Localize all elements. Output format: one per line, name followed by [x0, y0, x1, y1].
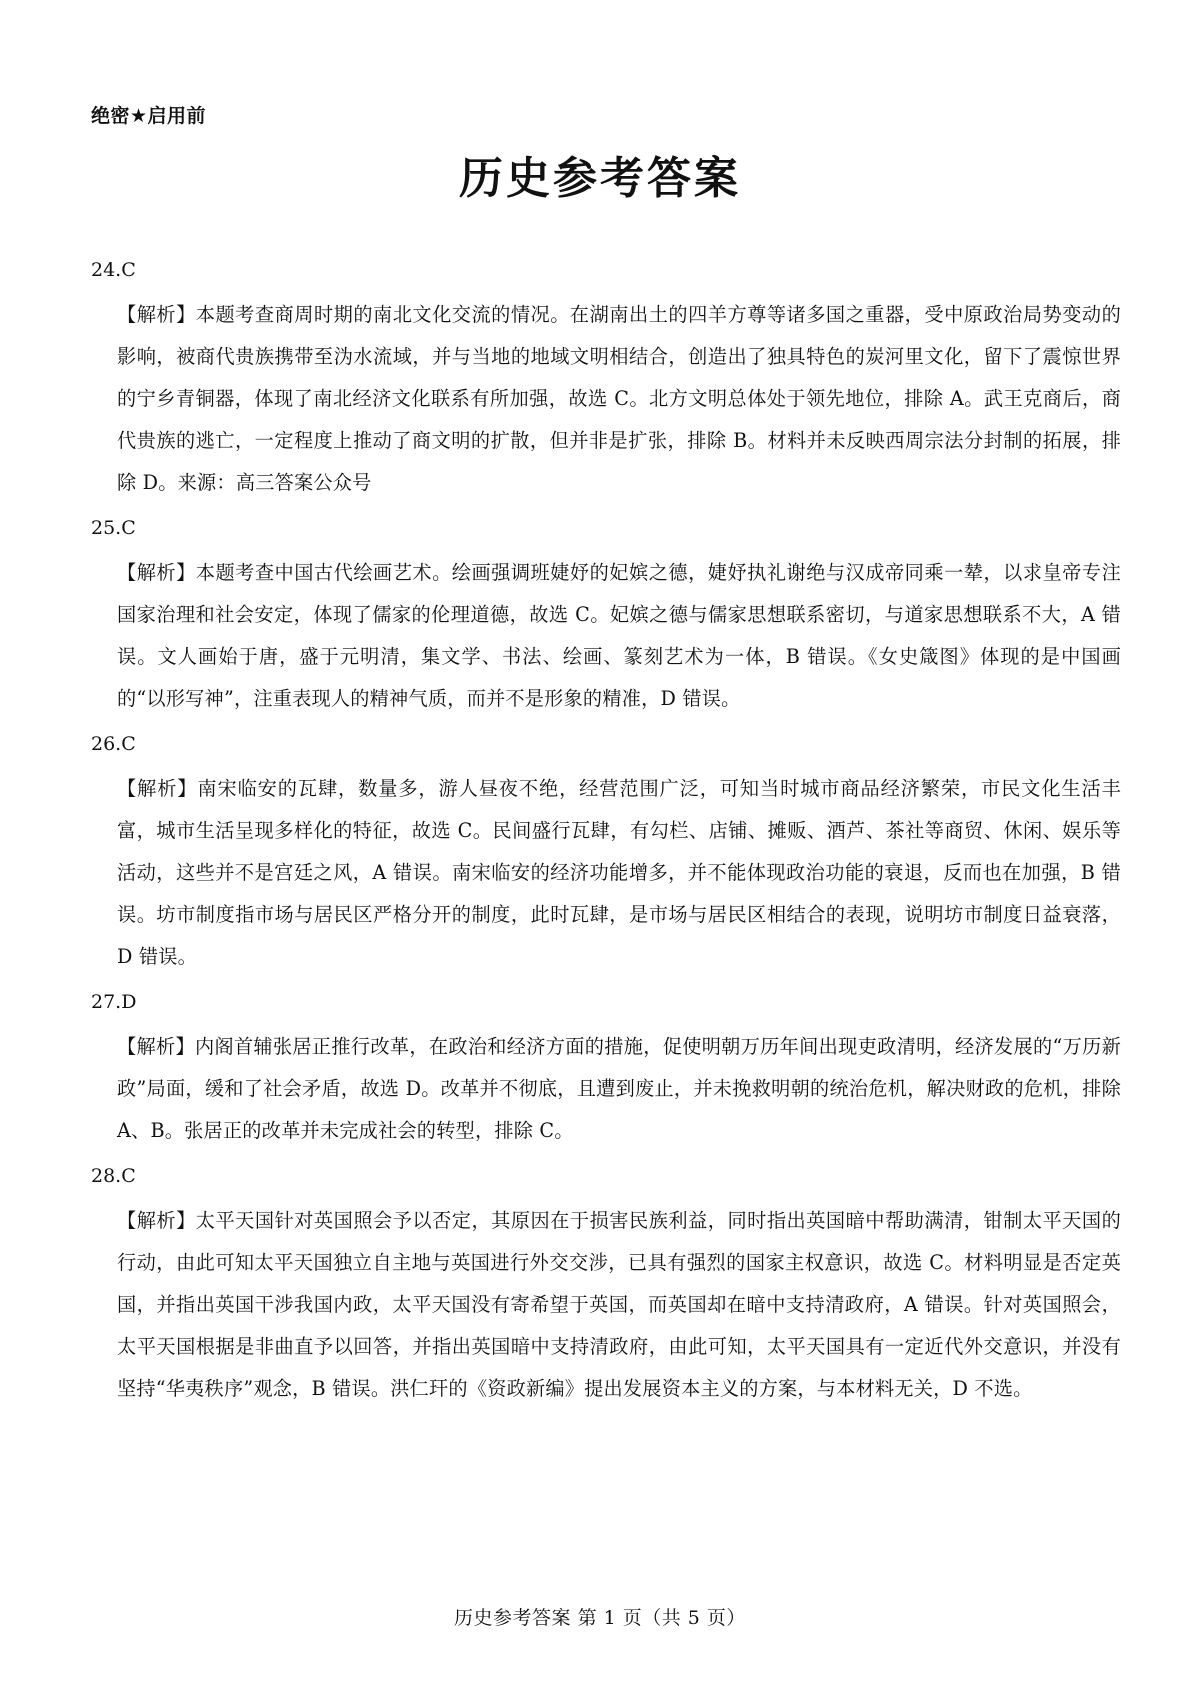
answer-explanation [117, 1026, 1121, 1152]
answer-item [91, 516, 1121, 720]
answer-explanation [117, 552, 1121, 720]
explanation-tag: 【解析】 [117, 1035, 195, 1058]
answer-explanation [117, 1200, 1121, 1410]
question-number: 27.D [91, 991, 137, 1013]
question-number: 24.C [91, 259, 136, 281]
question-number: 25.C [91, 517, 136, 539]
explanation-tag: 【解析】 [117, 1209, 196, 1232]
answer-explanation [117, 768, 1121, 978]
explanation-tag: 【解析】 [117, 303, 196, 326]
answer-explanation [117, 294, 1121, 504]
answer-item [91, 258, 1121, 504]
question-number: 26.C [91, 733, 136, 755]
explanation-text: 内阁首辅张居正推行改革，在政治和经济方面的措施，促使明朝万历年间出现吏政清明，经济发展的“万历新政”局面，缓和了社会矛盾，故选 D。改革并不彻底，且遭到废止，并未挽救明朝的统治危机，解决财政的危机，排除 A、B。张居正的改革并未完成社会的转型，排除 C。 [117, 1035, 1121, 1142]
classification-label: 绝密★启用前 [91, 105, 207, 127]
answer-list [91, 258, 1121, 1422]
explanation-text: 本题考查中国古代绘画艺术。绘画强调班婕妤的妃嫔之德，婕妤执礼谢绝与汉成帝同乘一辇，以求皇帝专注国家治理和社会安定，体现了儒家的伦理道德，故选 C。妃嫔之德与儒家思想联系密切，与道家思想联系不大，A 错误。文人画始于唐，盛于元明清，集文学、书法、绘画、篆刻艺术为一体，B 错误。《女史箴图》体现的是中国画的“以形写神”，注重表现人的精神气质，而并不是形象的精准，D 错误。 [117, 561, 1121, 710]
answer-item [91, 732, 1121, 978]
page-footer: 历史参考答案 第 1 页（共 5 页） [454, 1607, 746, 1629]
document-title: 历史参考答案 [459, 153, 741, 204]
answer-item [91, 990, 1121, 1152]
explanation-tag: 【解析】 [117, 777, 198, 800]
explanation-tag: 【解析】 [117, 561, 196, 584]
explanation-text: 南宋临安的瓦肆，数量多，游人昼夜不绝，经营范围广泛，可知当时城市商品经济繁荣，市民文化生活丰富，城市生活呈现多样化的特征，故选 C。民间盛行瓦肆，有勾栏、店铺、摊贩、酒芦、茶社等商贸、休闲、娱乐等活动，这些并不是宫廷之风，A 错误。南宋临安的经济功能增多，并不能体现政治功能的衰退，反而也在加强，B 错误。坊市制度指市场与居民区严格分开的制度，此时瓦肆，是市场与居民区相结合的表现，说明坊市制度日益衰落，D 错误。 [117, 777, 1121, 968]
answer-item [91, 1164, 1121, 1410]
question-number: 28.C [91, 1165, 136, 1187]
explanation-text: 本题考查商周时期的南北文化交流的情况。在湖南出土的四羊方尊等诸多国之重器，受中原政治局势变动的影响，被商代贵族携带至沩水流域，并与当地的地域文明相结合，创造出了独具特色的炭河里文化，留下了震惊世界的宁乡青铜器，体现了南北经济文化联系有所加强，故选 C。北方文明总体处于领先地位，排除 A。武王克商后，商代贵族的逃亡，一定程度上推动了商文明的扩散，但并非是扩张，排除 B。材料并未反映西周宗法分封制的拓展，排除 D。来源：高三答案公众号 [117, 303, 1121, 494]
explanation-text: 太平天国针对英国照会予以否定，其原因在于损害民族利益，同时指出英国暗中帮助满清，钳制太平天国的行动，由此可知太平天国独立自主地与英国进行外交交涉，已具有强烈的国家主权意识，故选 C。材料明显是否定英国，并指出英国干涉我国内政，太平天国没有寄希望于英国，而英国却在暗中支持清政府，A 错误。针对英国照会，太平天国根据是非曲直予以回答，并指出英国暗中支持清政府，由此可知，太平天国具有一定近代外交意识，并没有坚持“华夷秩序”观念，B 错误。洪仁玕的《资政新编》提出发展资本主义的方案，与本材料无关，D 不选。 [117, 1209, 1121, 1400]
